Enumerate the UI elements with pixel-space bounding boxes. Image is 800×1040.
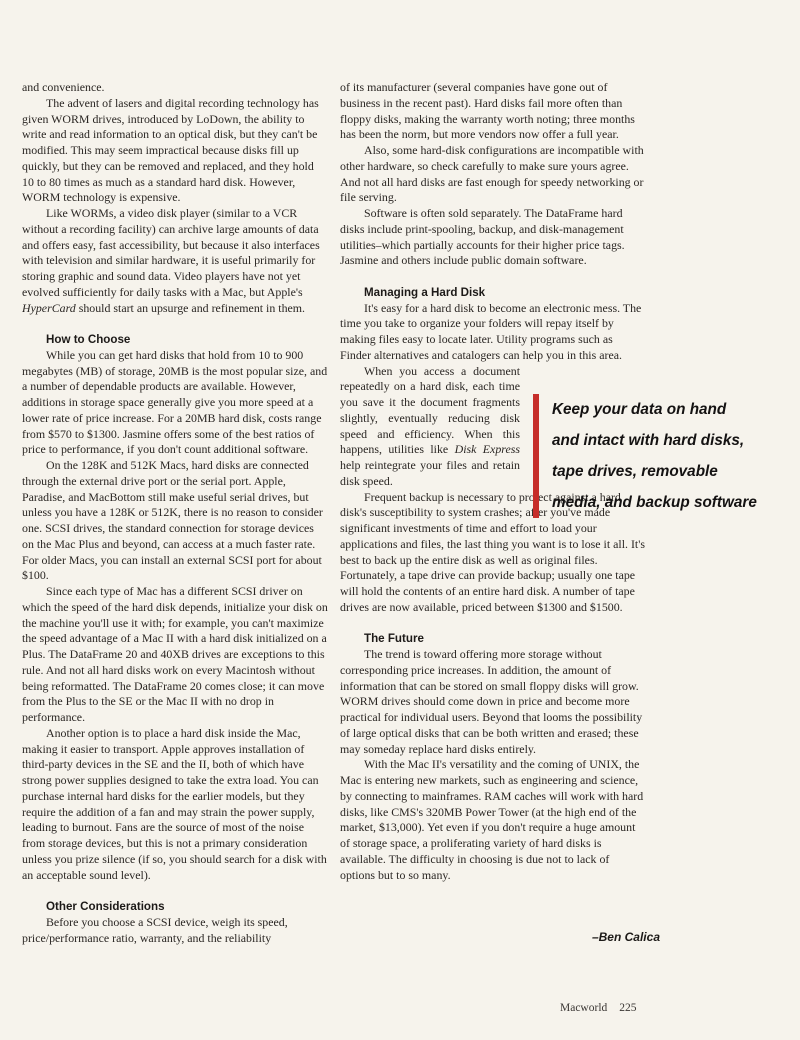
left-column [22,80,328,946]
paragraph: On the 128K and 512K Macs, hard disks are connected through the external drive port or the serial port. Apple, Paradise, and MacBottom still make useful serial drives, but unless you have a 128K or 512K, there is no reason to consider one. SCSI drives, the standard connection for storage devices on the Mac Plus and beyond, can access at a much faster rate. For older Macs, you can install an external SCSI port for about $100. [22,458,323,583]
paragraph: The trend is toward offering more storage without corresponding price increases. In addition, the amount of information that can be stored on small floppy disks will grow. WORM drives should come down in price and become more practical for individual users. Beyond that looms the possibility of large optical disks that can be both written and erased; these may someday replace hard disks entirely. [340,647,643,756]
product-name: Disk Express [454,442,520,457]
paragraph: Software is often sold separately. The DataFrame hard disks include print-spooling, backup, and disk-management utilities–which partially accounts for their higher price tags. Jasmine and others include public domain software. [340,206,625,268]
paragraph: of its manufacturer (several companies have gone out of business in the recent past). Hard disks fail more often than floppy disks, making the warranty worth noting; three months has been the norm, but more vendors now offer a full year. [340,80,635,142]
paragraph [340,364,520,490]
text-run: When you access a document repeatedly on a hard disk, each time you save it the document fragments slightly, eventually reducing disk speed and efficiency. When this happens, utilities like [340,363,520,457]
text-run: Like WORMs, a video disk player (similar to a VCR without a recording facility) can archive large amounts of data and offers easy, fast accessibility, but because it also interfaces with television and similar hardware, it is useful primarily for storing graphic and sound data. Video players have not yet evolved sufficiently for daily tasks with a Mac, but Apple's [22,206,320,299]
section-heading: Managing a Hard Disk [364,285,486,299]
paragraph [22,206,328,316]
magazine-name: Macworld [560,1002,608,1014]
pull-quote-line: media, and backup software [552,494,757,511]
pull-quote-line: Keep your data on hand [552,401,727,418]
text-run: help reintegrate your files and retain disk speed. [340,458,520,488]
author-byline: –Ben Calica [591,930,660,944]
paragraph: Since each type of Mac has a different SCSI driver on which the speed of the hard disk depends, initialize your disk on the machine you'll use it with; for example, you can't maximize the speed advantage of a Mac II with a hard disk initialized on a Plus. The DataFrame 20 and 40XB drives are exceptions to this rule. And not all hard disks work on every Macintosh without being reformatted. The DataFrame 20 comes close; it can move from the Plus to the SE or the Mac II with no drop in performance. [22,584,328,724]
paragraph: It's easy for a hard disk to become an electronic mess. The time you take to organize your folders will repay itself by making files easy to locate later. Utility programs such as Finder alternatives and catalogers can help you in this area. [340,300,642,362]
section-heading: The Future [364,632,424,646]
section-heading: Other Considerations [46,900,165,913]
paragraph: and convenience. [22,80,105,94]
paragraph: While you can get hard disks that hold from 10 to 900 megabytes (MB) of storage, 20MB is the most popular size, and a number of dependable products are available. However, additions in storage space generally give you more speed at a lower rate of price increase. For a 20MB hard disk, costs range from $570 to $1300. Jasmine offers some of the best ratios of price to performance, if you don't count additional software. [22,347,328,457]
page-number: 225 [619,1002,637,1014]
text-run: should start an upsurge and refinement in them. [75,300,306,315]
paragraph: Before you choose a SCSI device, weigh its speed, price/performance ratio, warranty, and the reliability [22,914,288,945]
paragraph: Frequent backup is necessary to protect against a hard disk's susceptibility to system crashes; after you've made significant investments of time and effort to load your applications and files, the last thing you want is to lose it all. It's best to back up the entire disk as well as original files. Fortunately, a tape drive can provide backup; usually one tape will hold the contents of an entire hard disk. A number of tape drives are now available, priced between $1300 and $1500. [340,489,645,614]
paragraph: With the Mac II's versatility and the coming of UNIX, the Mac is entering new markets, such as engineering and science, by connecting to mainframes. RAM caches will work with hard disks, like CMS's 320MB Power Tower (at the high end of the market, $13,000). Yet even if you don't require a huge amount of storage space, a proliferating variety of hard disks is available. The difficulty in choosing is due not to lack of options but to so many. [340,757,644,882]
pull-quote [533,394,800,518]
paragraph: Also, some hard-disk configurations are incompatible with other hardware, so check carefully to make sure yours agree. And not all hard disks are fast enough for speedy networking or file serving. [340,143,644,205]
section-heading: How to Choose [46,333,131,346]
product-name: HyperCard [22,300,76,315]
page-footer [560,1002,637,1014]
pull-quote-line: tape drives, removable [552,463,718,480]
pull-quote-line: and intact with hard disks, [552,432,745,449]
paragraph: Another option is to place a hard disk inside the Mac, making it easier to transport. Apple approves installation of third-party devices in the SE and the II, both of which have strong power supplies designed to take the extra load. You can purchase internal hard disks for the earlier models, but they require the addition of a fan and may strain the power supply, leading to burnout. Fans are the source of most of the noise from storage devices, but this is not a primary consideration unless you prize silence (if so, you should search for a disk with an acceptable sound level). [22,725,327,882]
paragraph: The advent of lasers and digital recording technology has given WORM drives, introduced by LoDown, the ability to write and read information to an optical disk, but they can't be modified. This may seem impractical because disks fill up quickly, but they can be removed and replaced, and they hold 10 to 80 times as much as a standard hard disk. However, WORM technology is expensive. [22,95,319,205]
